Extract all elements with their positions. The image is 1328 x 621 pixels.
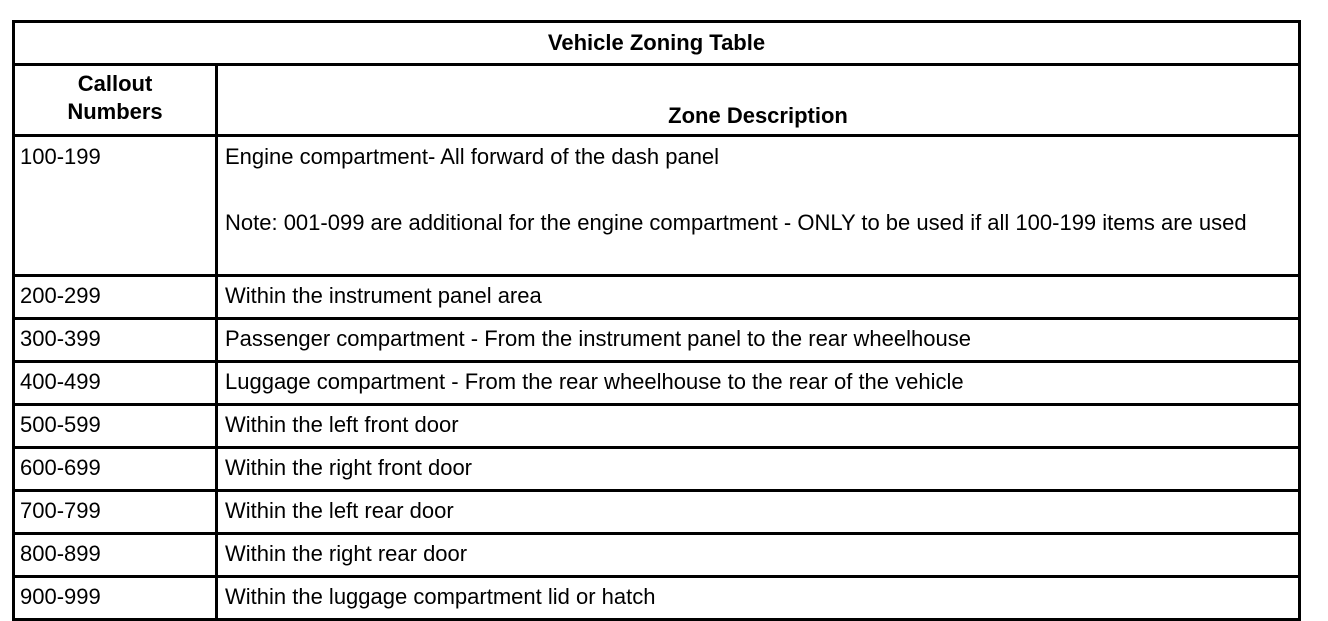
- table-row: [14, 319, 1300, 362]
- vehicle-zoning-table: [12, 20, 1301, 621]
- callout-cell: 400-499: [14, 362, 217, 405]
- table-row: [14, 577, 1300, 620]
- zone-description-header: Zone Description: [217, 65, 1300, 136]
- title-row: [14, 22, 1300, 65]
- table-row: [14, 448, 1300, 491]
- table-row: [14, 405, 1300, 448]
- table-row: [14, 362, 1300, 405]
- description-cell: Within the right rear door: [217, 534, 1300, 577]
- callout-cell: 600-699: [14, 448, 217, 491]
- callout-cell: 200-299: [14, 276, 217, 319]
- description-cell: Within the left rear door: [217, 491, 1300, 534]
- description-cell: Luggage compartment - From the rear wheelhouse to the rear of the vehicle: [217, 362, 1300, 405]
- description-cell: Within the luggage compartment lid or hatch: [217, 577, 1300, 620]
- table-row: [14, 276, 1300, 319]
- callout-header-line1: Callout: [77, 71, 153, 96]
- note-text: Note: 001-099 are additional for the engine compartment - ONLY to be used if all 100-199 items are used: [225, 210, 1247, 235]
- header-row: [14, 65, 1300, 136]
- table-row: [14, 491, 1300, 534]
- table-row: [14, 534, 1300, 577]
- description-cell: Passenger compartment - From the instrument panel to the rear wheelhouse: [217, 319, 1300, 362]
- callout-cell: 900-999: [14, 577, 217, 620]
- description-cell: [217, 136, 1300, 276]
- table-row: [14, 136, 1300, 276]
- callout-cell: 100-199: [14, 136, 217, 276]
- description-cell: Within the right front door: [217, 448, 1300, 491]
- callout-cell: 500-599: [14, 405, 217, 448]
- description-text: Engine compartment- All forward of the dash panel: [225, 144, 720, 169]
- description-cell: Within the instrument panel area: [217, 276, 1300, 319]
- callout-cell: 800-899: [14, 534, 217, 577]
- callout-cell: 300-399: [14, 319, 217, 362]
- callout-cell: 700-799: [14, 491, 217, 534]
- callout-numbers-header: [14, 65, 217, 136]
- description-cell: Within the left front door: [217, 405, 1300, 448]
- table-title: Vehicle Zoning Table: [14, 22, 1300, 65]
- callout-header-line2: Numbers: [67, 99, 163, 124]
